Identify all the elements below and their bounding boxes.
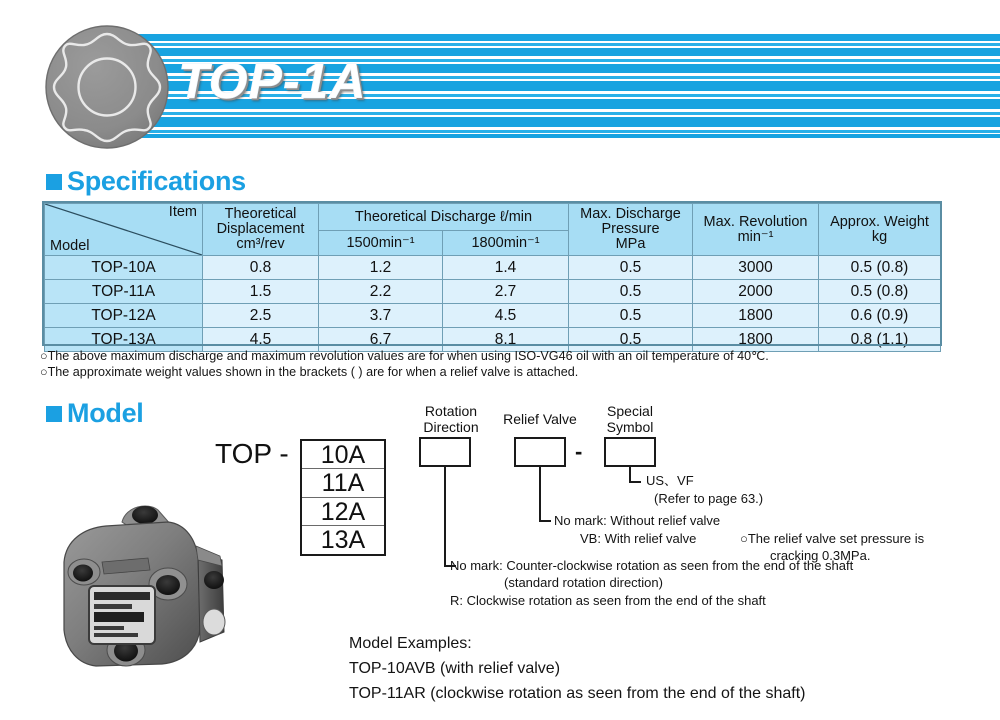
table-item-label: Item (168, 204, 197, 220)
section-heading-label: Specifications (67, 166, 246, 196)
note-relief-cracking-pressure-1: ○The relief valve set pressure is (740, 531, 925, 546)
leader-line-relief-h (539, 520, 551, 522)
cell-discharge-1800: 8.1 (443, 328, 569, 352)
model-code-option[interactable]: 11A (302, 469, 384, 497)
field-label-rotation-direction (415, 404, 487, 435)
cell-model: TOP-13A (45, 328, 203, 352)
cell-discharge-1800: 4.5 (443, 304, 569, 328)
col-header-theoretical-discharge-group: Theoretical Discharge ℓ/min (319, 204, 569, 231)
model-code-option[interactable]: 13A (320, 525, 366, 554)
table-row (45, 304, 941, 328)
col-header-approx-weight (819, 204, 941, 256)
cell-max-pressure: 0.5 (569, 304, 693, 328)
footnote-1: ○The above maximum discharge and maximum revolution values are for when using ISO-VG46 oil with an oil temperature of 40℃. (40, 349, 769, 363)
leader-line-relief (539, 467, 541, 521)
table-model-label: Model (50, 238, 90, 255)
footnote-2: ○The approximate weight values shown in the brackets ( ) are for when a relief valve is attached. (40, 364, 579, 379)
hdr-line-2: kg (871, 228, 888, 245)
model-dash-separator: - (575, 439, 583, 464)
note-relief-cracking-pressure-2: cracking 0.3MPa. (770, 548, 871, 563)
table-row (45, 280, 941, 304)
cell-discharge-1500: 1.2 (319, 256, 443, 280)
leader-line-rotation (444, 467, 446, 566)
model-code-options-box (300, 439, 386, 556)
cell-weight: 0.5 (0.8) (819, 256, 941, 280)
col-header-theoretical-displacement (203, 204, 319, 256)
cell-displacement: 1.5 (203, 280, 319, 304)
table-row (45, 328, 941, 352)
note-rotation-no-mark: No mark: Counter-clockwise rotation as seen from the end of the shaft (450, 558, 854, 573)
table-footnotes (40, 349, 769, 380)
cell-model: TOP-10A (45, 256, 203, 280)
label-line-1: Special (607, 403, 653, 419)
model-prefix-label: TOP - (215, 438, 289, 469)
label-line-2: Symbol (606, 418, 654, 435)
table-header-row-1 (45, 204, 941, 231)
hdr-line-2: min⁻¹ (737, 228, 774, 245)
section-heading-specifications (46, 166, 246, 197)
cell-max-revolution: 3000 (693, 256, 819, 280)
cell-max-revolution: 1800 (693, 328, 819, 352)
note-special-symbol-values: US、VF (646, 473, 694, 488)
col-header-max-revolution (693, 204, 819, 256)
note-relief-no-mark: No mark: Without relief valve (554, 513, 721, 528)
specifications-table (44, 203, 941, 352)
cell-displacement: 2.5 (203, 304, 319, 328)
field-box-relief-valve[interactable] (514, 437, 566, 467)
cell-max-revolution: 1800 (693, 304, 819, 328)
label-line-2: Direction (423, 418, 479, 435)
note-relief-vb: VB: With relief valve (580, 531, 697, 546)
cell-discharge-1500: 3.7 (319, 304, 443, 328)
note-special-symbol-reference: (Refer to page 63.) (654, 491, 764, 506)
gear-rotor-icon (44, 24, 170, 150)
field-box-special-symbol[interactable] (604, 437, 656, 467)
hdr-line-3: MPa (615, 235, 646, 252)
field-label-special-symbol (592, 404, 668, 435)
col-header-rpm-1800: 1800min⁻¹ (443, 231, 569, 256)
cell-discharge-1800: 1.4 (443, 256, 569, 280)
field-label-relief-valve: Relief Valve (503, 411, 577, 427)
table-row (45, 256, 941, 280)
cell-discharge-1800: 2.7 (443, 280, 569, 304)
cell-max-pressure: 0.5 (569, 280, 693, 304)
model-code-diagram (0, 395, 1000, 720)
hdr-line-3: cm³/rev (236, 235, 285, 252)
hdr-line-1: Max. Discharge (580, 206, 681, 223)
leader-line-special-h (629, 481, 641, 483)
model-example-2: TOP-11AR (clockwise rotation as seen from the end of the shaft) (349, 685, 806, 702)
model-examples-block (349, 631, 806, 706)
col-header-rpm-1500: 1500min⁻¹ (319, 231, 443, 256)
cell-discharge-1500: 6.7 (319, 328, 443, 352)
note-rotation-clockwise: R: Clockwise rotation as seen from the end of the shaft (450, 593, 766, 608)
cell-weight: 0.6 (0.9) (819, 304, 941, 328)
hdr-line-2: Displacement (216, 221, 305, 238)
hdr-line-2: Pressure (601, 221, 660, 238)
col-header-max-discharge-pressure (569, 204, 693, 256)
hdr-line-1: Approx. Weight (830, 213, 929, 230)
cell-model: TOP-11A (45, 280, 203, 304)
field-box-rotation-direction[interactable] (419, 437, 471, 467)
cell-model: TOP-12A (45, 304, 203, 328)
cell-max-revolution: 2000 (693, 280, 819, 304)
cell-displacement: 4.5 (203, 328, 319, 352)
hdr-line-1: Theoretical (224, 206, 297, 223)
header-banner (0, 0, 1000, 150)
note-rotation-standard: (standard rotation direction) (504, 575, 663, 590)
model-code-option[interactable]: 12A (302, 498, 384, 526)
table-corner-cell (45, 204, 203, 256)
cell-discharge-1500: 2.2 (319, 280, 443, 304)
cell-weight: 0.5 (0.8) (819, 280, 941, 304)
cell-max-pressure: 0.5 (569, 256, 693, 280)
label-line-1: Rotation (424, 403, 478, 419)
section-heading-label: Model (67, 398, 144, 428)
table-body (45, 256, 941, 352)
cell-max-pressure: 0.5 (569, 328, 693, 352)
page-title: TOP-1A (178, 53, 367, 109)
model-examples-title: Model Examples: (349, 635, 472, 652)
gear-pump-photo (44, 500, 262, 690)
hdr-line-1: Max. Revolution (703, 213, 808, 230)
cell-weight: 0.8 (1.1) (819, 328, 941, 352)
model-code-option[interactable]: 10A (302, 441, 384, 469)
model-example-1: TOP-10AVB (with relief valve) (349, 660, 561, 677)
blue-square-bullet-icon (46, 174, 62, 190)
cell-displacement: 0.8 (203, 256, 319, 280)
